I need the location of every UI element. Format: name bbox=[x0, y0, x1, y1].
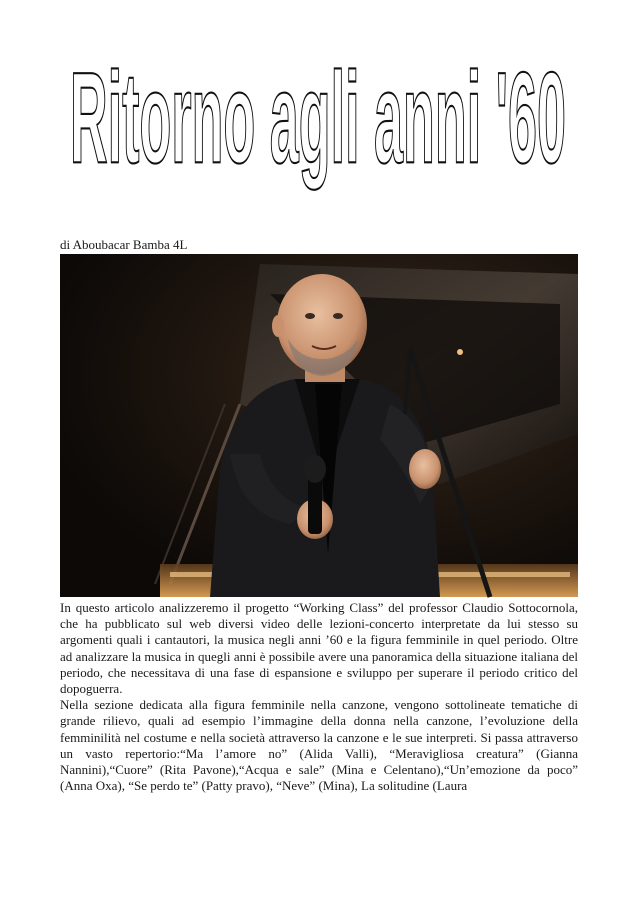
article-body bbox=[60, 600, 578, 794]
article-paragraph: In questo articolo analizzeremo il progetto “Working Class” del professor Claudio Sottocornola, che ha pubblicato sul web diversi video delle lezioni-concerto interpretate da lui stesso su argomenti quali i cantautori, la musica negli anni ’60 e la figura femminile in quel periodo. Oltre ad analizzare la musica in quegli anni è possibile avere una panoramica della situazione italiana del periodo, che necessitava di una fase di espansione e sviluppo per superare il periodo critico del dopoguerra. bbox=[60, 600, 578, 697]
article-photo bbox=[60, 254, 578, 597]
article-title bbox=[58, 46, 578, 225]
title-text: Ritorno agli anni '60 bbox=[69, 46, 566, 191]
article-paragraph: Nella sezione dedicata alla figura femminile nella canzone, vengono sottolineate tematiche di grande rilievo, quali ad esempio l’immagine della donna nella canzone, l’evoluzione della femminilità nel costume e nella società attraverso la canzone e le sue interpreti. Si passa attraverso un vasto repertorio:“Ma l’amore no” (Alida Valli), “Meravigliosa creatura” (Gianna Nannini),“Cuore” (Rita Pavone),“Acqua e sale” (Mina e Celentano),“Un’emozione da poco” (Anna Oxa), “Se perdo te” (Patty pravo), “Neve” (Mina), La solitudine (Laura bbox=[60, 697, 578, 794]
byline: di Aboubacar Bamba 4L bbox=[60, 237, 188, 252]
performer-with-microphone-image bbox=[60, 254, 578, 597]
title-outline-lettering bbox=[58, 46, 578, 225]
